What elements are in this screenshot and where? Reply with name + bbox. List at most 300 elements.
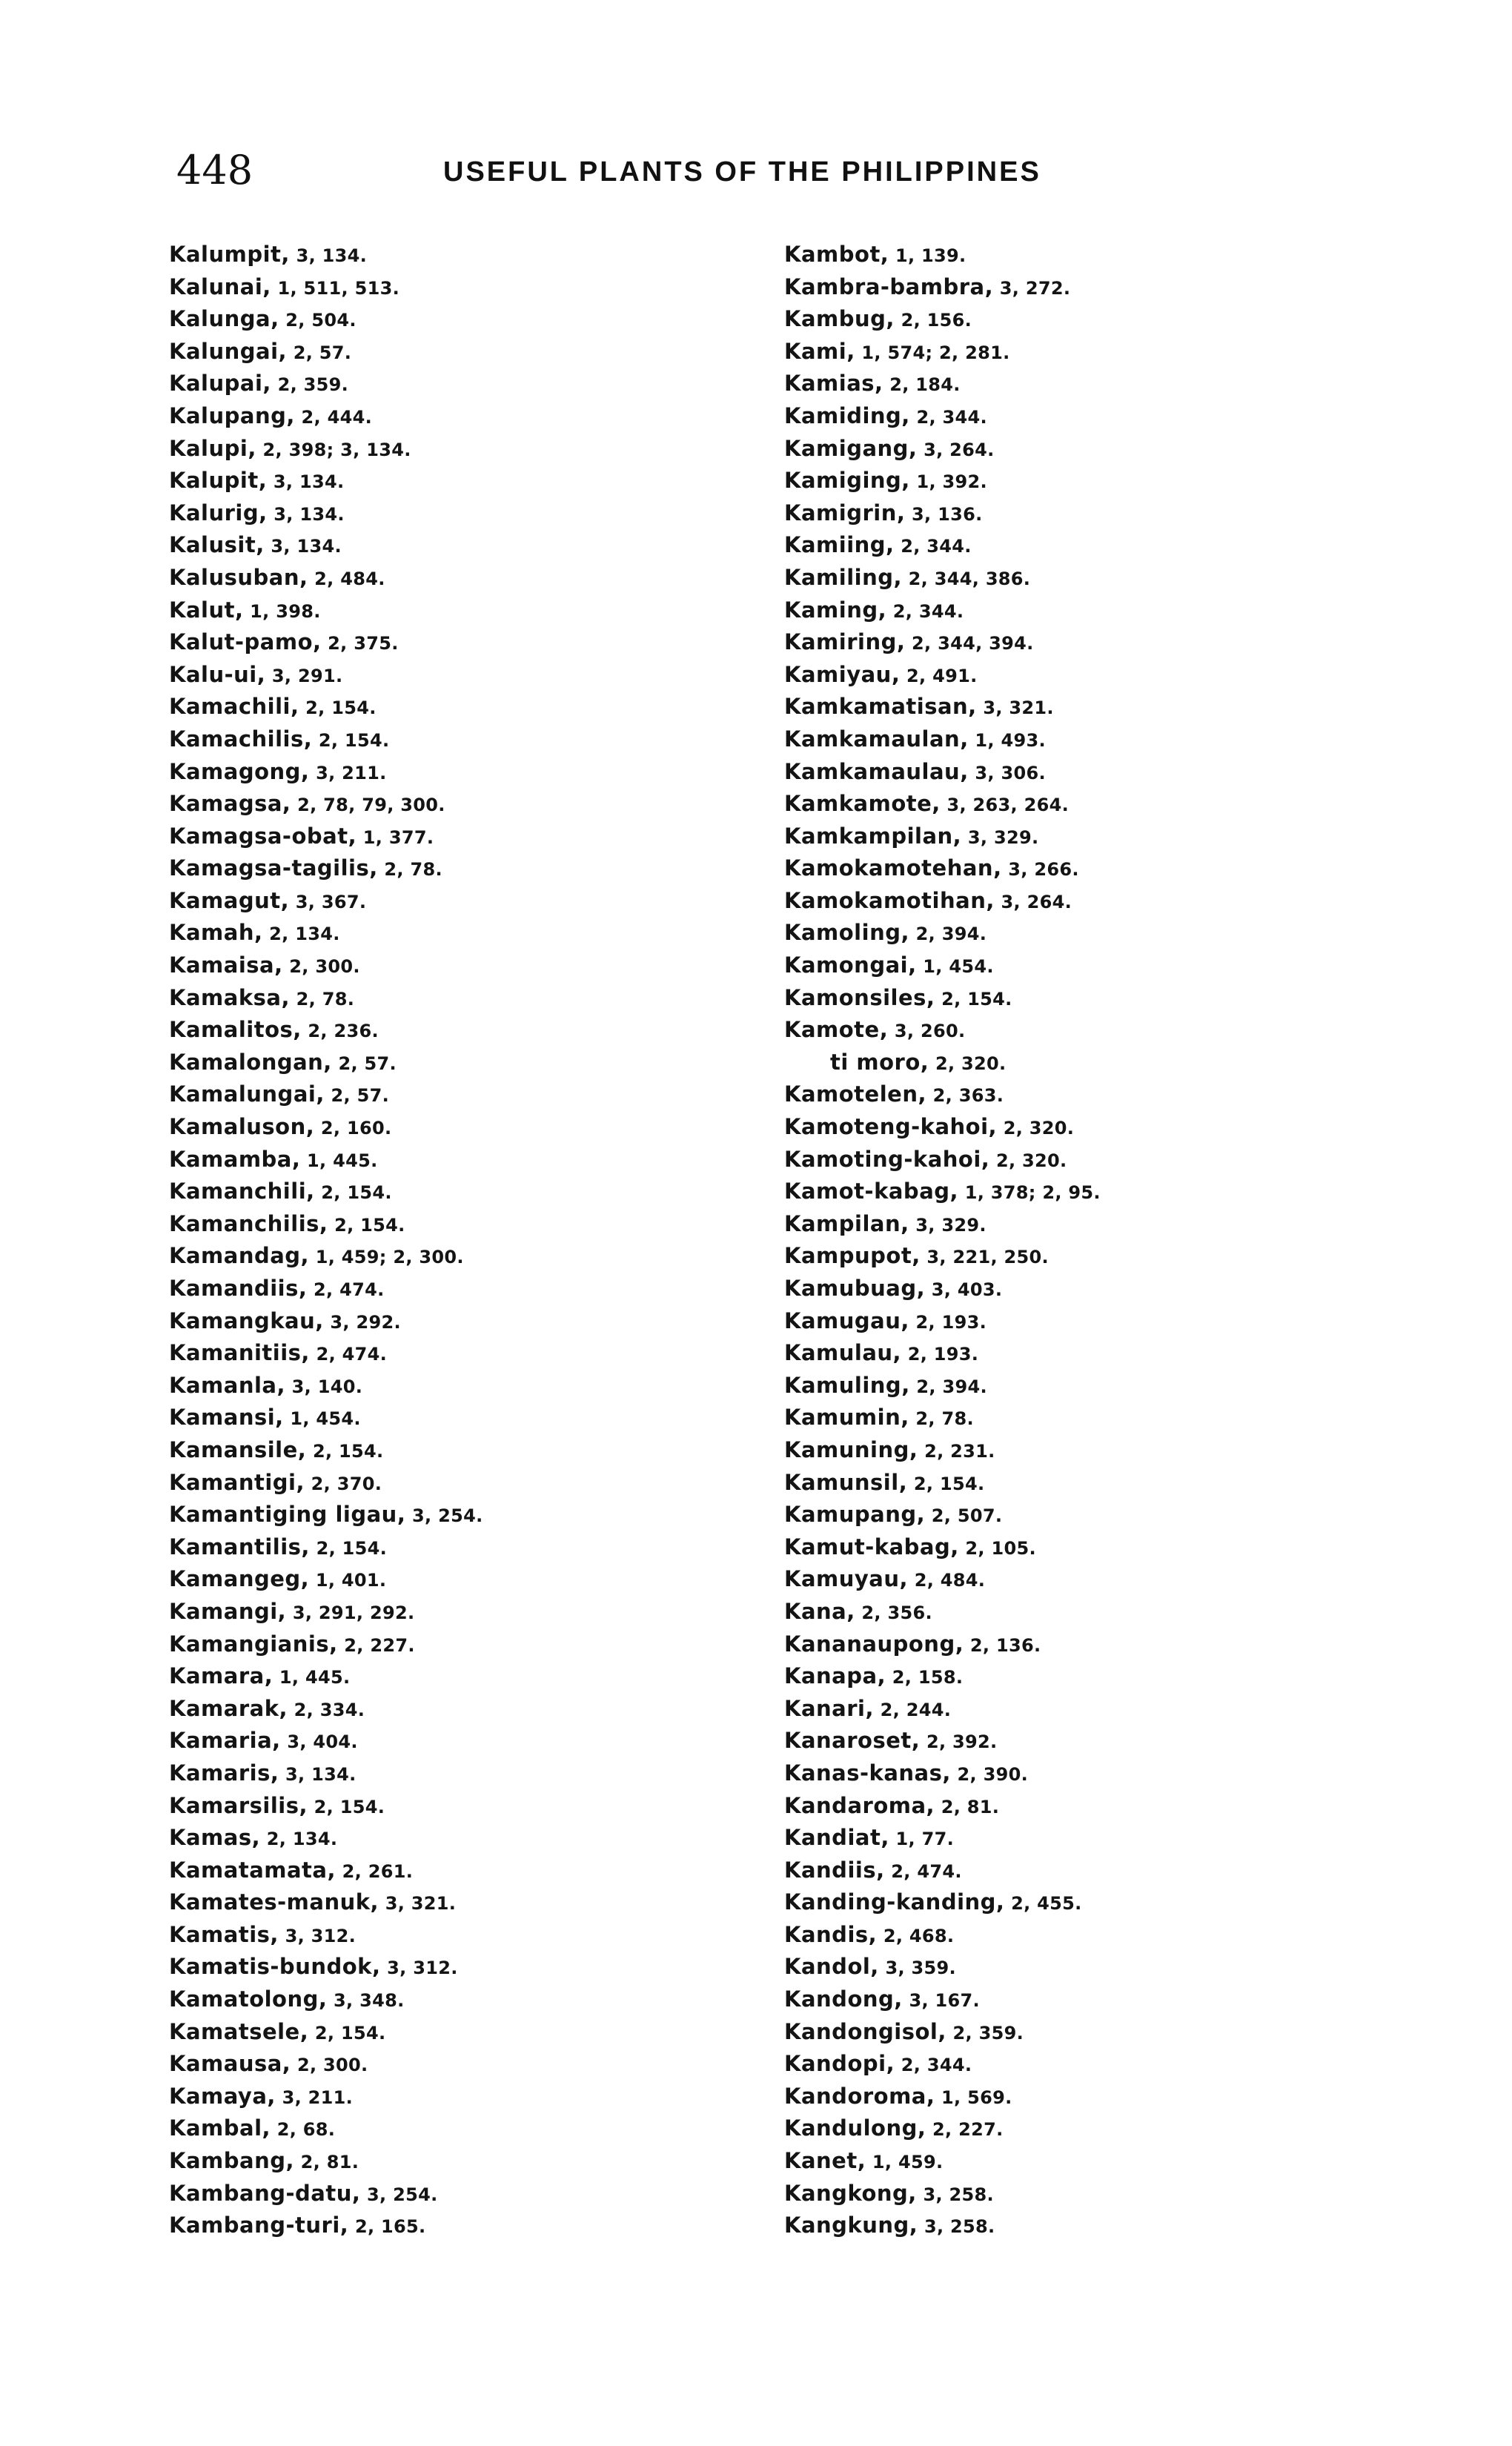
index-entry [784,949,1392,982]
entry-references: 3, 134. [279,1763,357,1785]
index-entry [784,1563,1392,1596]
entry-references: 1, 445. [300,1150,378,1171]
index-entry [784,788,1392,821]
entry-references: 3, 312. [278,1925,357,1946]
index-entry [169,400,762,433]
entry-references: 2, 154. [328,1214,405,1236]
index-entry [169,821,762,853]
entry-term: Kamatamata, [169,1857,336,1883]
index-entry [169,2016,762,2049]
entry-term: Kamaksa, [169,984,290,1010]
index-entry [784,1693,1392,1726]
entry-references: 3, 404. [280,1731,358,1753]
index-entry [784,2210,1392,2242]
entry-references: 1, 377. [357,826,434,848]
entry-term: Kamias, [784,371,883,397]
index-entry [169,917,762,949]
entry-references: 2, 370. [305,1473,382,1494]
index-entry [784,1370,1392,1402]
index-entry [784,885,1392,918]
index-column-left [169,239,762,2242]
entry-references: 2, 227. [926,2119,1004,2141]
index-entry [169,368,762,400]
entry-references: 1, 77. [889,1829,954,1850]
entry-term: Kamiding, [784,402,910,428]
entry-term: Kamubuag, [784,1276,926,1301]
index-entry [784,239,1392,271]
index-entry [169,2210,762,2242]
entry-term: Kamanla, [169,1372,286,1398]
entry-term: Kamoling, [784,920,909,946]
entry-term: Kanapa, [784,1663,886,1689]
entry-references: 2, 154. [935,988,1012,1010]
index-entry [784,1014,1392,1047]
entry-references: 3, 260. [888,1021,966,1042]
entry-references: 2, 78, 79, 300. [291,795,445,816]
index-entry [169,529,762,562]
index-entry [784,2145,1392,2178]
entry-references: 3, 134. [267,503,345,525]
entry-references: 2, 154. [314,1182,392,1204]
entry-term: Kamonsiles, [784,984,935,1010]
index-entry [169,1273,762,1305]
entry-references: 2, 154. [312,729,390,751]
entry-term: Kandis, [784,1921,878,1947]
entry-references: 2, 154. [308,2022,386,2044]
index-entry [784,1111,1392,1144]
entry-term: Kalupai, [169,371,271,397]
entry-references: 1, 574; 2, 281. [855,342,1010,363]
entry-term: Kampilan, [784,1210,909,1236]
index-entry [784,1078,1392,1111]
index-entry [169,1790,762,1823]
entry-term: Kamantilis, [169,1534,310,1560]
entry-term: Kalut-pamo, [169,629,322,655]
index-entry [169,497,762,530]
entry-term: Kamansile, [169,1436,307,1462]
entry-term: Kamas, [169,1825,261,1851]
entry-references: 3, 254. [360,2184,438,2205]
entry-references: 2, 78. [377,859,442,881]
entry-term: Kamigrin, [784,500,906,526]
index-entry [784,336,1392,368]
index-entry [784,1628,1392,1661]
entry-references: 1, 454. [283,1408,361,1430]
index-entry [169,1078,762,1111]
entry-references: 2, 57. [331,1053,397,1074]
entry-term: Kamkamote, [784,791,941,817]
entry-references: 2, 184. [883,374,961,396]
index-entry [784,626,1392,659]
index-entry [784,1951,1392,1983]
index-entry [784,1757,1392,1790]
entry-references: 2, 344. [909,406,987,428]
index-entry [784,691,1392,723]
entry-references: 2, 300. [291,2055,368,2076]
entry-term: Kamaisa, [169,952,283,978]
entry-references: 2, 320. [997,1118,1075,1139]
entry-references: 2, 261. [336,1860,414,1882]
entry-term: Kamigang, [784,435,918,461]
index-entry [169,1305,762,1338]
index-entry [169,2178,762,2210]
index-entry [784,2048,1392,2081]
entry-references: 3, 258. [916,2184,994,2205]
entry-term: Kangkung, [784,2213,918,2238]
entry-references: 2, 165. [348,2216,426,2238]
entry-references: 2, 134. [260,1829,338,1850]
entry-term: Kamatis-bundok, [169,1954,381,1980]
entry-term: Kalurig, [169,500,268,526]
entry-references: 2, 227. [337,1634,415,1656]
entry-references: 3, 136. [905,503,983,525]
entry-term: Kami, [784,338,855,364]
index-entry [784,1402,1392,1434]
entry-term: Kamagsa-tagilis, [169,855,378,881]
entry-references: 3, 403. [925,1279,1003,1300]
entry-term: Kamanchilis, [169,1210,328,1236]
entry-term: Kanding-kanding, [784,1889,1005,1915]
entry-references: 3, 348. [327,1990,405,2012]
entry-term: Kalupi, [169,435,256,461]
index-entry [169,1208,762,1241]
entry-references: 2, 398; 3, 134. [256,439,411,460]
entry-references: 3, 263, 264. [940,795,1070,816]
entry-term: Kamut-kabag, [784,1534,959,1560]
entry-term: Kamarak, [169,1695,288,1721]
entry-term: Kamangi, [169,1598,287,1624]
entry-references: 3, 221, 250. [920,1247,1049,1268]
entry-references: 2, 334. [288,1699,365,1720]
index-entry [784,1855,1392,1887]
entry-references: 2, 455. [1004,1893,1082,1915]
entry-term: Kandaroma, [784,1792,935,1818]
entry-term: Kamunsil, [784,1469,908,1495]
entry-term: Kanaroset, [784,1728,921,1754]
entry-term: Kamatsele, [169,2018,309,2044]
index-entry [784,1337,1392,1370]
index-entry [784,2081,1392,2113]
entry-references: 2, 154. [308,1796,385,1817]
index-entry [169,756,762,789]
entry-references: 2, 468. [877,1925,955,1946]
entry-references: 2, 154. [309,1537,388,1559]
index-entry [784,723,1392,756]
entry-references: 2, 392. [920,1731,998,1753]
entry-term: Kamarsilis, [169,1792,308,1818]
entry-term: Kandoroma, [784,2083,935,2109]
entry-references: 3, 329. [909,1214,987,1236]
entry-references: 2, 359. [946,2022,1024,2044]
entry-references: 2, 363. [926,1085,1004,1107]
index-entry [784,562,1392,594]
index-entry [169,691,762,723]
entry-references: 2, 444. [294,406,373,428]
index-entry [169,982,762,1015]
entry-term: Kamuning, [784,1436,918,1462]
entry-references: 2, 344. [894,536,972,557]
entry-term: Kamantiging ligau, [169,1502,406,1528]
index-entry [169,788,762,821]
entry-references: 3, 134. [267,471,345,493]
index-entry [169,1660,762,1693]
entry-references: 2, 344, 386. [902,568,1031,589]
index-entry [784,1240,1392,1273]
index-entry [784,1208,1392,1241]
entry-term: Kamaria, [169,1728,281,1754]
entry-term: Kamaris, [169,1760,279,1786]
index-entry [784,1983,1392,2016]
entry-term: Kamates-manuk, [169,1889,379,1915]
entry-term: Kalungai, [169,338,288,364]
index-entry [169,1628,762,1661]
index-entry [169,2145,762,2178]
index-entry [784,2178,1392,2210]
entry-references: 3, 264. [917,439,995,460]
index-entry [169,1402,762,1434]
index-entry [169,303,762,336]
entry-references: 2, 236. [301,1021,379,1042]
entry-term: Kamkamatisan, [784,694,977,720]
entry-term: Kamaya, [169,2083,276,2109]
entry-term: Kambug, [784,306,895,332]
entry-references: 2, 344. [895,2055,972,2076]
entry-term: Kamagut, [169,887,290,913]
index-entry [169,1240,762,1273]
entry-references: 2, 78. [909,1408,974,1430]
index-entry [784,1467,1392,1499]
entry-references: 3, 359. [878,1958,956,1979]
entry-term: Kamangianis, [169,1631,338,1657]
index-entry [169,1919,762,1952]
entry-references: 2, 156. [894,310,972,331]
entry-references: 2, 474. [884,1860,962,1882]
page-number: 448 [176,147,253,193]
index-entry [169,885,762,918]
entry-references: 3, 134. [289,245,368,266]
entry-term: Kamalongan, [169,1049,332,1075]
index-entry [169,1467,762,1499]
entry-references: 3, 140. [285,1376,363,1397]
entry-references: 3, 291, 292. [286,1602,415,1623]
index-entry [784,1790,1392,1823]
entry-term: Kamachilis, [169,726,313,752]
entry-term: Kamanchili, [169,1179,315,1204]
entry-term: Kamangeg, [169,1566,310,1592]
index-entry [169,2081,762,2113]
index-entry [784,1305,1392,1338]
entry-references: 2, 105. [958,1537,1036,1559]
entry-references: 2, 57. [287,342,352,363]
entry-references: 3, 329. [961,826,1039,848]
index-entry [784,368,1392,400]
index-entry [784,594,1392,627]
entry-term: Kamagsa-obat, [169,823,357,849]
entry-term: Kamalungai, [169,1081,325,1107]
index-entry [784,1725,1392,1757]
entry-term: Kalu-ui, [169,661,266,687]
entry-references: 2, 158. [886,1667,964,1688]
entry-term: Kamot-kabag, [784,1179,959,1204]
index-entry [784,659,1392,692]
index-entry [784,1176,1392,1208]
entry-term: Kamongai, [784,952,917,978]
index-entry [784,1660,1392,1693]
index-entry [784,2112,1392,2145]
entry-term: Kamugau, [784,1307,909,1333]
entry-references: 1, 398. [243,600,321,622]
index-entry [784,1144,1392,1176]
entry-references: 1, 401. [309,1570,387,1591]
index-entry [784,1499,1392,1531]
index-entry [169,1563,762,1596]
index-entry [784,1273,1392,1305]
entry-references: 2, 154. [306,1440,384,1462]
entry-term: Kandol, [784,1954,879,1980]
entry-references: 1, 445. [273,1667,351,1688]
entry-term: Kambang-datu, [169,2180,361,2206]
entry-references: 2, 320. [929,1053,1007,1074]
index-entry [784,1822,1392,1855]
index-entry [169,626,762,659]
index-entry [169,1757,762,1790]
entry-term: Kamaluson, [169,1114,315,1140]
entry-references: 1, 392. [909,471,987,493]
entry-references: 3, 167. [902,1990,980,2012]
entry-term: ti moro, [830,1049,929,1075]
entry-references: 2, 154. [907,1473,985,1494]
entry-references: 1, 139. [889,245,966,266]
entry-references: 2, 193. [901,1344,979,1365]
index-entry [169,723,762,756]
entry-references: 2, 193. [909,1311,987,1333]
entry-references: 1, 454. [916,956,994,978]
entry-term: Kamatis, [169,1921,279,1947]
entry-term: Kandong, [784,1986,903,2012]
entry-term: Kamuling, [784,1372,910,1398]
index-entry [784,2016,1392,2049]
index-entry [784,756,1392,789]
index-entry [169,336,762,368]
entry-term: Kaming, [784,597,887,623]
index-entry [784,433,1392,465]
entry-references: 2, 356. [855,1602,932,1623]
entry-term: Kamamba, [169,1146,301,1172]
index-entry [784,1596,1392,1628]
entry-references: 2, 484. [908,1570,986,1591]
index-entry [169,1370,762,1402]
index-entry [169,1531,762,1564]
entry-term: Kalunai, [169,274,271,299]
entry-term: Kamiing, [784,532,895,558]
entry-references: 2, 68. [271,2119,336,2141]
entry-term: Kanet, [784,2148,866,2174]
entry-references: 3, 134. [264,536,342,557]
entry-term: Kalumpit, [169,242,290,267]
index-entry [784,400,1392,433]
index-entry [169,1337,762,1370]
entry-references: 3, 367. [289,891,367,912]
entry-references: 3, 211. [309,762,387,783]
index-entry [169,1434,762,1467]
entry-term: Kamumin, [784,1405,909,1431]
entry-term: Kambot, [784,242,889,267]
entry-term: Kamatolong, [169,1986,328,2012]
entry-references: 1, 459; 2, 300. [309,1247,464,1268]
entry-term: Kambang-turi, [169,2213,349,2238]
index-entry [169,562,762,594]
entry-references: 3, 292. [323,1311,401,1333]
entry-references: 2, 474. [309,1344,388,1365]
entry-term: Kamote, [784,1017,889,1043]
index-subentry [784,1047,1392,1079]
entry-references: 2, 154. [299,697,377,719]
entry-references: 3, 211. [275,2087,354,2108]
entry-references: 2, 81. [294,2152,359,2173]
entry-references: 2, 160. [314,1118,392,1139]
entry-references: 2, 134. [262,924,340,945]
index-entry [784,303,1392,336]
entry-term: Kamah, [169,920,263,946]
index-entry [784,1886,1392,1919]
entry-term: Kamupang, [784,1502,926,1528]
entry-references: 2, 78. [289,988,355,1010]
index-entry [169,465,762,497]
entry-references: 2, 57. [324,1085,390,1107]
running-title: USEFUL PLANTS OF THE PHILIPPINES [443,156,1041,188]
index-entry [784,821,1392,853]
entry-term: Kalut, [169,597,244,623]
entry-references: 2, 231. [918,1440,995,1462]
index-entry [169,1111,762,1144]
entry-term: Kamagong, [169,758,310,784]
entry-references: 1, 569. [935,2087,1012,2108]
page-header [176,148,1140,208]
index-entry [169,1822,762,1855]
entry-term: Kamokamotehan, [784,855,1002,881]
entry-term: Kamanitiis, [169,1340,310,1366]
entry-term: Kamotelen, [784,1081,926,1107]
entry-references: 3, 312. [380,1958,458,1979]
entry-references: 2, 390. [950,1763,1029,1785]
entry-term: Kanas-kanas, [784,1760,951,1786]
entry-term: Kandopi, [784,2051,895,2077]
index-entry [169,659,762,692]
entry-term: Kamansi, [169,1405,284,1431]
entry-references: 3, 272. [993,277,1071,299]
entry-references: 2, 394. [909,1376,987,1397]
entry-references: 1, 459. [866,2152,944,2173]
entry-term: Kamuyau, [784,1566,909,1592]
entry-term: Kalunga, [169,306,279,332]
entry-term: Kamalitos, [169,1017,302,1043]
index-entry [169,949,762,982]
entry-term: Kamandag, [169,1243,310,1269]
entry-term: Kalupit, [169,468,268,494]
entry-references: 2, 491. [900,665,978,686]
index-entry [169,1499,762,1531]
index-entry [169,1983,762,2016]
index-entry [784,497,1392,530]
index-entry [169,1176,762,1208]
index-entry [169,1014,762,1047]
entry-references: 2, 344. [886,600,964,622]
entry-term: Kambra-bambra, [784,274,994,299]
entry-term: Kalusuban, [169,564,308,590]
entry-references: 2, 507. [925,1505,1003,1527]
index-entry [784,271,1392,304]
entry-term: Kamoteng-kahoi, [784,1114,998,1140]
